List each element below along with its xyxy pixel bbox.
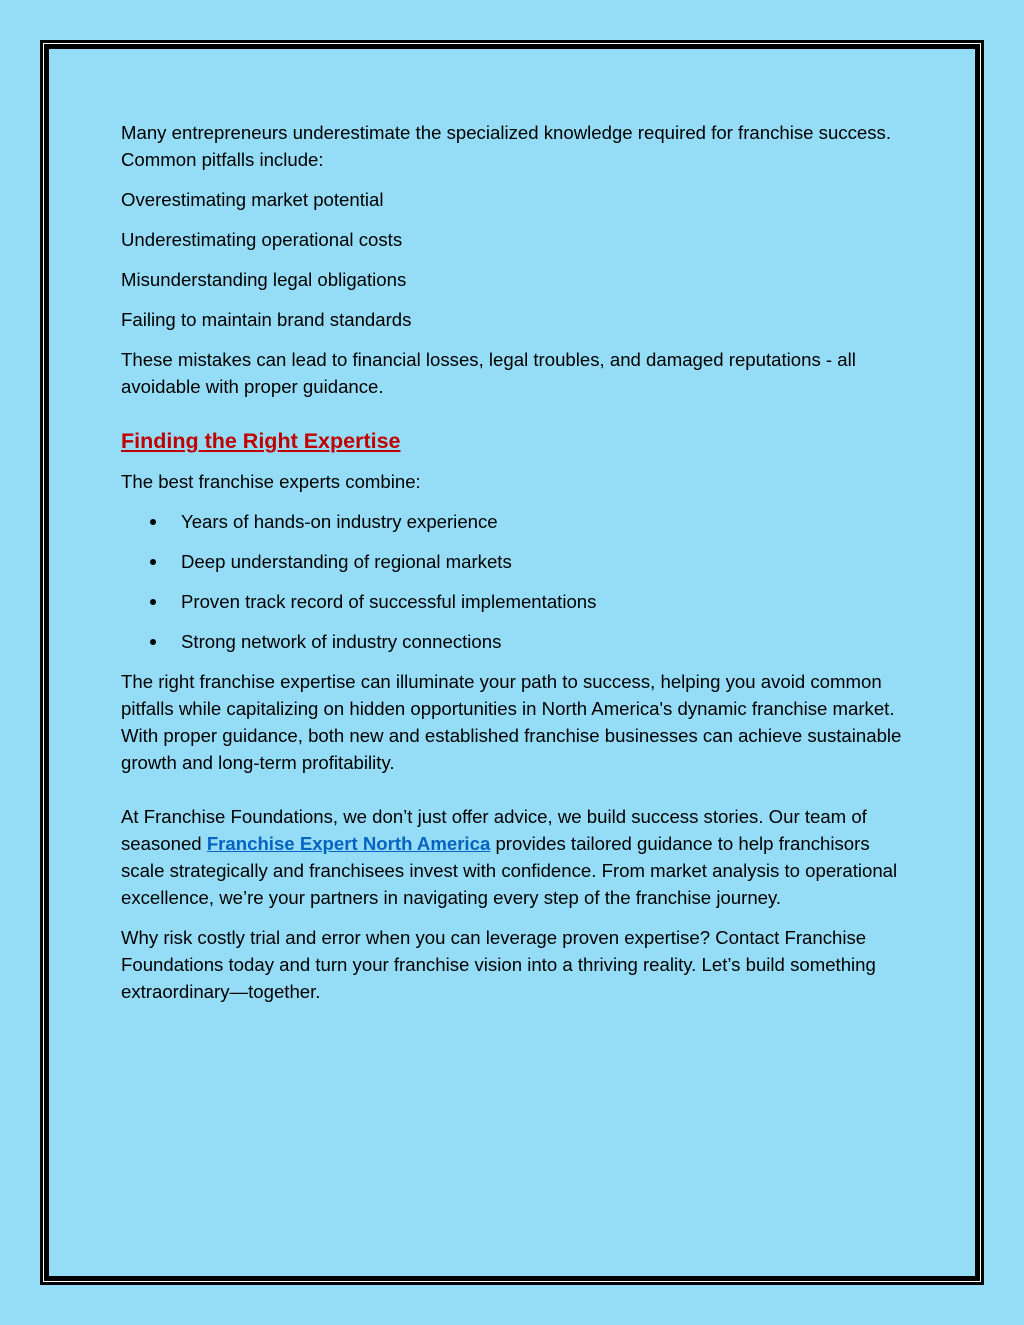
franchise-expert-link[interactable]: Franchise Expert North America [206, 833, 491, 854]
bullet-text: Deep understanding of regional markets [181, 551, 512, 572]
about-paragraph [121, 803, 911, 911]
bullet-text: Proven track record of successful implementations [181, 591, 597, 612]
intro-closing-paragraph: These mistakes can lead to financial losses, legal troubles, and damaged reputations - all avoidable with proper guidance. [121, 349, 856, 397]
pitfall-item: Overestimating market potential [121, 189, 384, 210]
cta-paragraph: Why risk costly trial and error when you can leverage proven expertise? Contact Franchise Foundations today and turn your franchise vision into a thriving reality. Let’s build something extraordinary—together. [121, 927, 876, 1002]
intro-paragraph: Many entrepreneurs underestimate the specialized knowledge required for franchise success. Common pitfalls include: [121, 122, 891, 170]
bullet-icon [150, 639, 156, 645]
expertise-bullet-list [121, 508, 911, 655]
pitfall-item: Misunderstanding legal obligations [121, 269, 407, 290]
bullet-text: Years of hands-on industry experience [181, 511, 498, 532]
bullet-icon [150, 599, 156, 605]
bullet-item [121, 548, 911, 575]
section-paragraph: The right franchise expertise can illuminate your path to success, helping you avoid common pitfalls while capitalizing on hidden opportunities in North America's dynamic franchise market. With proper guidance, both new and established franchise businesses can achieve sustainable growth and long-term profitability. [121, 671, 902, 773]
bullet-text: Strong network of industry connections [181, 631, 502, 652]
pitfall-item: Underestimating operational costs [121, 229, 403, 250]
bullet-icon [150, 559, 156, 565]
pitfall-item: Failing to maintain brand standards [121, 309, 412, 330]
bullet-item [121, 588, 911, 615]
bullet-item [121, 508, 911, 535]
section-lead: The best franchise experts combine: [121, 471, 421, 492]
about-text-after: provides tailored guidance to help franchisors scale strategically and franchisees invest with confidence. From market analysis to operational excellence, we’re your partners in navigating every step of the franchise journey. [121, 833, 898, 908]
bullet-icon [150, 519, 156, 525]
section-heading: Finding the Right Expertise [121, 429, 401, 453]
document-body [121, 119, 911, 1005]
about-text-before: At Franchise Foundations, we don’t just offer advice, we build success stories. Our team of seasoned [121, 806, 867, 854]
bullet-item [121, 628, 911, 655]
